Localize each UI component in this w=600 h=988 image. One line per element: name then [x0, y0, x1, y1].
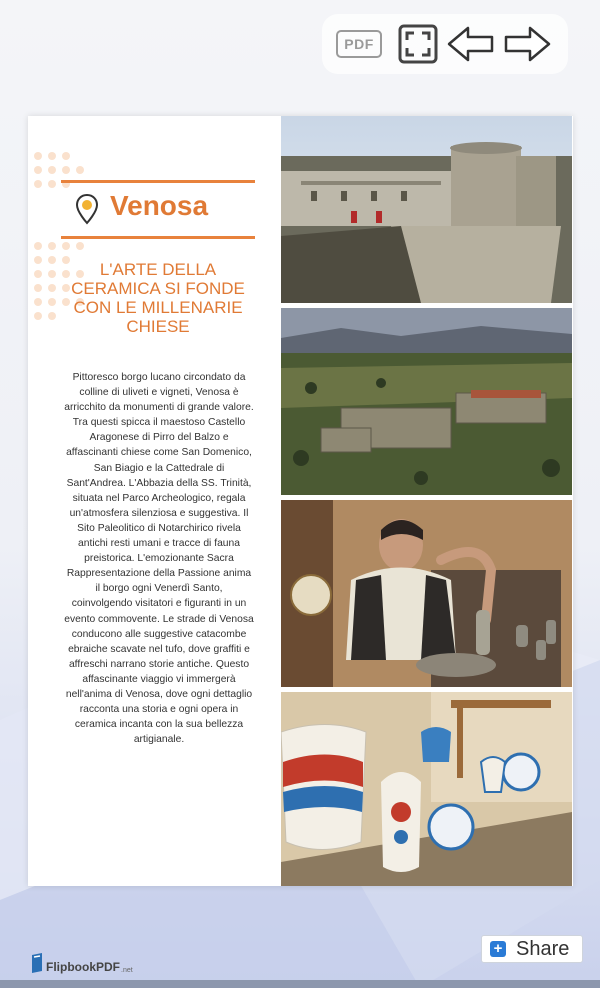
- arrow-left-icon[interactable]: [446, 22, 496, 66]
- plus-icon: +: [490, 941, 506, 957]
- share-button[interactable]: [481, 935, 583, 963]
- brand-name: FlipbookPDF: [46, 960, 120, 974]
- book-icon: [30, 952, 46, 974]
- arrow-right-icon[interactable]: [502, 22, 552, 66]
- abbey-aerial-photo: [281, 308, 572, 495]
- bottom-bar: [0, 980, 600, 988]
- castle-photo: [281, 116, 572, 303]
- location-pin-icon: [75, 193, 99, 225]
- download-pdf-button[interactable]: PDF: [336, 30, 382, 58]
- page-body-text: Pittoresco borgo lucano circondato da colline di uliveti e vigneti, Venosa è arricchito da monumenti di grande valore. Tra questi spicca il maestoso Castello Aragonese di Pirro del Balzo e affascinanti chiese come San Domenico, San Biagio e la Cattedrale di Sant'Andrea. L'Abbazia della SS. Trinità, situata nel Parco Archeologico, regala un'atmosfera silenziosa e suggestiva. Il Sito Paleolitico di Notarchirico rivela antichi resti umani e tracce di fauna preistorica. L'emozionante Sacra Rappresentazione della Passione anima il borgo ogni Venerdì Santo, coinvolgendo visitatori e figuranti in un evento commovente. Le strade di Venosa conducono alle suggestive catacombe ebraiche scavate nel tufo, dove graffiti e affreschi narrano storie antiche. Questo affascinante viaggio vi immergerà nell'anima di Venosa, dove ogni dettaglio racconta una storia e ogni opera in ceramica incanta con la sua bellezza artigianale.: [64, 372, 254, 746]
- page-subtitle: L'ARTE DELLA CERAMICA SI FONDE CON LE MILLENARIE CHIESE: [71, 260, 245, 336]
- flipbook-page: [28, 116, 573, 886]
- title-rule-top: [61, 180, 255, 183]
- flipbookpdf-logo[interactable]: [30, 952, 133, 974]
- potter-photo: [281, 500, 572, 687]
- title-rule-bottom: [61, 236, 255, 239]
- share-label: Share: [516, 937, 570, 960]
- fullscreen-icon[interactable]: [398, 24, 438, 64]
- page-title: Venosa: [110, 190, 209, 221]
- ceramics-photo: [281, 692, 572, 886]
- brand-suffix: .net: [121, 967, 133, 974]
- viewer-toolbar: [322, 14, 568, 74]
